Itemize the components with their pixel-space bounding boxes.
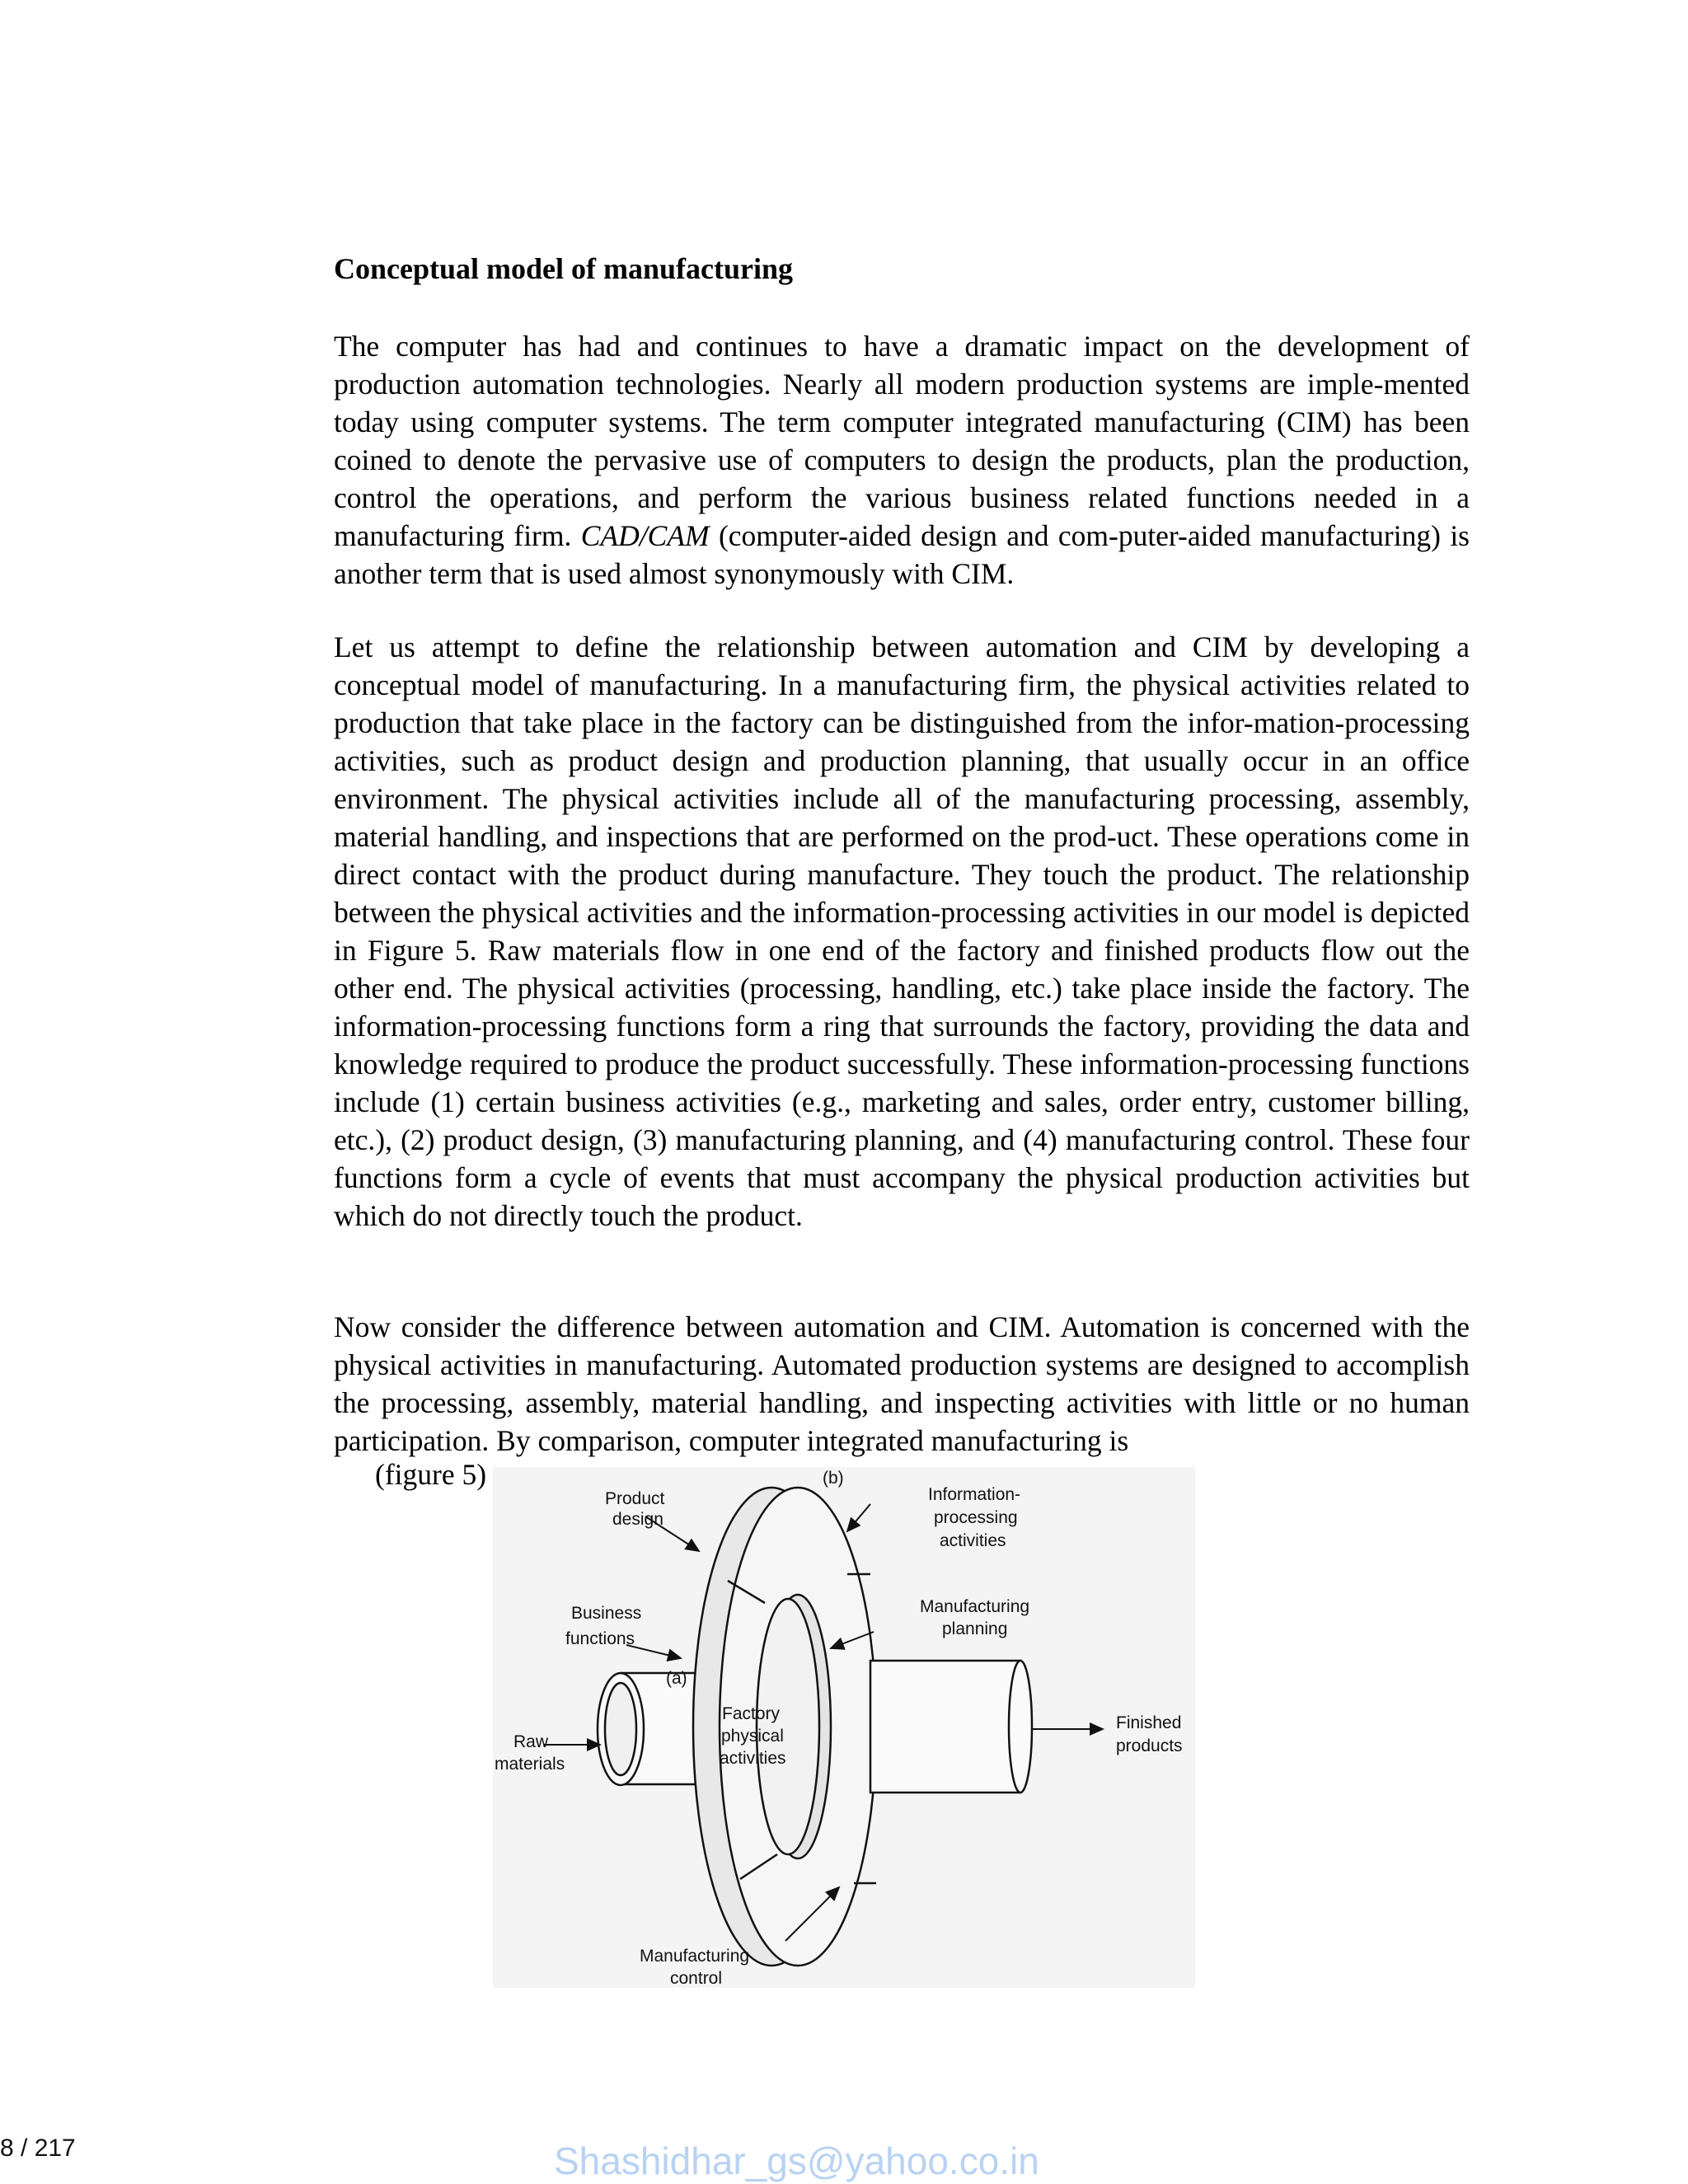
label-info-processing-1: Information- — [928, 1485, 1021, 1504]
label-manufacturing-planning-1: Manufacturing — [920, 1597, 1030, 1616]
label-factory-1: Factory — [722, 1704, 781, 1723]
section-heading: Conceptual model of manufacturing — [334, 252, 793, 285]
label-business-functions-1: Business — [571, 1604, 642, 1623]
ring-label-b: (b) — [823, 1469, 844, 1488]
paragraph-2: Let us attempt to define the relationship between automation and CIM by developing a conceptual model of manufacturing. In a manufacturing firm, the physical activities related to production that take place in the factory can be distinguished from the infor-mation-processing activities, such as product design and production planning, that usually occur in an office environment. The physical activities include all of the manufacturing processing, assembly, material handling, and inspections that are performed on the prod-uct. These operations come in direct contact with the product during manufacture. They touch the product. The relationship between the physical activities and the information-processing activities in our model is depicted in Figure 5. Raw materials flow in one end of the factory and finished products flow out the other end. The physical activities (processing, handling, etc.) take place inside the factory. The information-processing functions form a ring that surrounds the factory, providing the data and knowledge required to produce the product successfully. These information-processing functions include (1) certain business activities (e.g., marketing and sales, order entry, customer billing, etc.), (2) product design, (3) manufacturing planning, and (4) manufacturing control. These four functions form a cycle of events that must accompany the physical production activities but which do not directly touch the product. — [334, 630, 1470, 1232]
factory-cylinder-front — [870, 1661, 1032, 1793]
label-manufacturing-control-2: control — [670, 1969, 723, 1988]
label-raw-materials-1: Raw — [513, 1732, 549, 1751]
label-product-design-1: Product — [605, 1489, 665, 1508]
paragraph-1 — [334, 327, 1470, 593]
paragraph-1-italic-term: CAD/CAM — [580, 519, 710, 552]
paragraph-3: Now consider the difference between automation and CIM. Automation is concerned with the physical activities in manufacturing. Automated production systems are designed to accomplish the processing, assembly, material handling, and inspecting activities with little or no human participation. By comparison, computer integrated manufacturing is — [334, 1310, 1470, 1457]
label-manufacturing-control-1: Manufacturing — [640, 1947, 750, 1966]
label-factory-2: physical — [721, 1727, 784, 1746]
figure-caption: (figure 5) — [375, 1458, 487, 1491]
label-business-functions-2: functions — [565, 1629, 635, 1648]
label-finished-products-2: products — [1116, 1736, 1183, 1755]
footer-email-watermark: Shashidhar_gs@yahoo.co.in — [554, 2139, 1039, 2182]
paragraph-1-text-end: (computer-aided design and com-puter-aided manufacturing) is another term that is used almost synonymously with CIM. — [334, 519, 1470, 590]
label-manufacturing-planning-2: planning — [942, 1619, 1008, 1638]
label-info-processing-2: processing — [934, 1508, 1018, 1527]
label-factory-3: activities — [720, 1749, 786, 1768]
cylinder-label-a: (a) — [666, 1669, 687, 1688]
label-finished-products-1: Finished — [1116, 1713, 1182, 1732]
label-product-design-2: design — [612, 1510, 663, 1529]
figure-5-diagram — [493, 1467, 1195, 1988]
label-info-processing-3: activities — [940, 1531, 1006, 1550]
label-raw-materials-2: materials — [495, 1755, 565, 1774]
page-indicator: 8 / 217 — [0, 2135, 76, 2162]
paragraph-1-text: The computer has had and continues to have a dramatic impact on the development of production automation technologies. Nearly all modern production systems are imple-mented today using computer systems. The term computer integrated manufacturing (CIM) has been coined to denote the pervasive use of computers to design the products, plan the production, control the operations, and perform the various business related functions needed in a manufacturing firm. — [334, 330, 1470, 552]
